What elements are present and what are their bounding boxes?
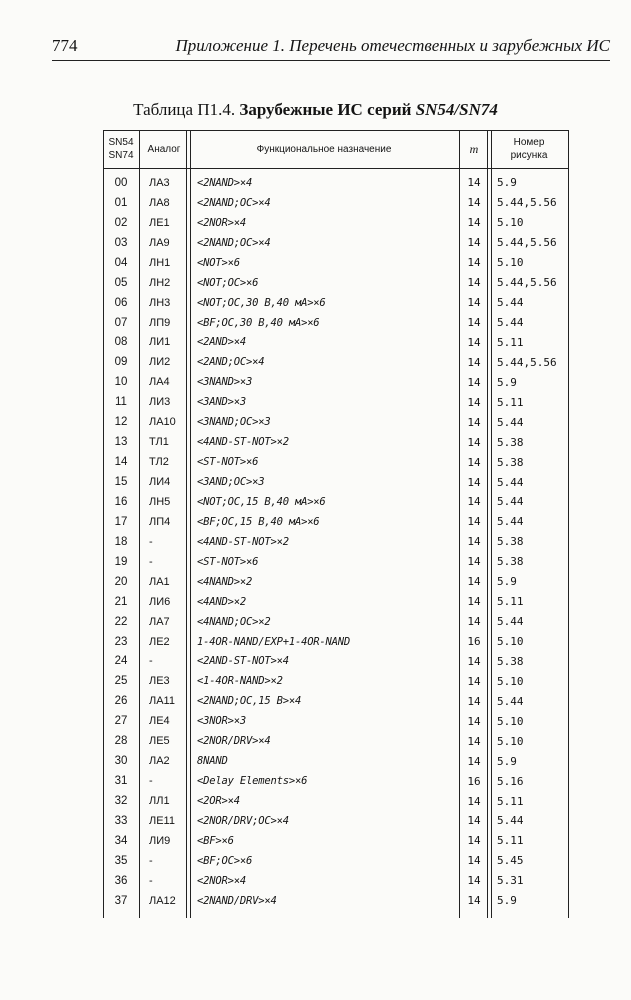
cell-m: 14 — [467, 355, 481, 369]
table-row — [103, 333, 569, 353]
cell-m: 14 — [467, 734, 481, 748]
table-caption — [0, 100, 631, 120]
cell-figure: 5.38 — [497, 555, 524, 569]
table-row — [103, 293, 569, 313]
cell-analog: ЛЕ4 — [149, 715, 170, 728]
cell-analog: ЛИ1 — [149, 336, 171, 349]
table-row — [103, 253, 569, 273]
cell-sn: 36 — [114, 874, 128, 887]
cell-m: 14 — [467, 196, 481, 210]
cell-analog: ЛП9 — [149, 316, 171, 329]
cell-analog: - — [149, 775, 153, 788]
table-row — [103, 632, 569, 652]
cell-sn: 30 — [114, 755, 128, 768]
cell-analog: ЛЕ2 — [149, 635, 170, 648]
cell-m: 14 — [467, 754, 481, 768]
cell-sn: 10 — [114, 376, 128, 389]
cell-analog: ЛЛ1 — [149, 795, 170, 808]
cell-figure: 5.38 — [497, 455, 524, 469]
cell-function: <4NAND>×2 — [197, 575, 253, 588]
cell-m: 14 — [467, 654, 481, 668]
table-row — [103, 652, 569, 672]
cell-sn: 22 — [114, 615, 128, 628]
cell-function: <ST-NOT>×6 — [197, 456, 259, 469]
cell-m: 14 — [467, 435, 481, 449]
cell-m: 14 — [467, 854, 481, 868]
cell-figure: 5.44 — [497, 296, 524, 310]
cell-sn: 01 — [114, 196, 128, 209]
cell-function: <BF;OC,15 В,40 мА>×6 — [197, 515, 320, 528]
cell-sn: 37 — [114, 894, 128, 907]
cell-m: 14 — [467, 674, 481, 688]
running-title: Приложение 1. Перечень отечественных и зарубежных ИС — [175, 36, 610, 55]
cell-analog: ЛИ2 — [149, 356, 171, 369]
cell-figure: 5.9 — [497, 894, 517, 908]
cell-figure: 5.11 — [497, 335, 524, 349]
cell-function: <2NAND>×4 — [197, 176, 253, 189]
cell-figure: 5.11 — [497, 794, 524, 808]
table-row — [103, 472, 569, 492]
table-row — [103, 532, 569, 552]
cell-m: 14 — [467, 236, 481, 250]
cell-figure: 5.38 — [497, 535, 524, 549]
table-row — [103, 412, 569, 432]
table-row — [103, 871, 569, 891]
table-row — [103, 691, 569, 711]
cell-analog: - — [149, 535, 153, 548]
header-m: m — [459, 130, 489, 169]
table-row — [103, 213, 569, 233]
cell-analog: ЛИ3 — [149, 396, 171, 409]
cell-function: <2NOR>×4 — [197, 216, 246, 229]
cell-analog: ЛИ6 — [149, 595, 171, 608]
cell-m: 14 — [467, 694, 481, 708]
table-header-row — [103, 130, 569, 169]
cell-figure: 5.44 — [497, 694, 524, 708]
cell-sn: 14 — [114, 456, 128, 469]
table-row — [103, 352, 569, 372]
cell-sn: 12 — [114, 416, 128, 429]
cell-analog: ЛА11 — [149, 695, 175, 708]
cell-function: <3AND;OC>×3 — [197, 476, 265, 489]
cell-m: 14 — [467, 714, 481, 728]
cell-function: <Delay Elements>×6 — [197, 775, 308, 788]
cell-figure: 5.45 — [497, 854, 524, 868]
cell-m: 14 — [467, 535, 481, 549]
caption-title: Зарубежные ИС серий — [239, 100, 412, 119]
cell-analog: - — [149, 854, 153, 867]
cell-figure: 5.44,5.56 — [497, 196, 557, 210]
cell-sn: 05 — [114, 276, 128, 289]
cell-function: <4NAND;OC>×2 — [197, 615, 271, 628]
cell-sn: 15 — [114, 476, 128, 489]
table-row — [103, 791, 569, 811]
header-rule — [52, 60, 610, 61]
cell-sn: 00 — [114, 176, 128, 189]
cell-sn: 06 — [114, 296, 128, 309]
cell-analog: ЛА4 — [149, 376, 170, 389]
caption-series: SN54/SN74 — [415, 100, 498, 119]
cell-function: <BF>×6 — [197, 834, 234, 847]
table-row — [103, 273, 569, 293]
cell-sn: 33 — [114, 814, 128, 827]
table-row — [103, 452, 569, 472]
cell-figure: 5.44 — [497, 475, 524, 489]
header-figure-line1: Номер — [513, 137, 545, 148]
cell-sn: 34 — [114, 834, 128, 847]
cell-function: <4AND-ST-NOT>×2 — [197, 436, 289, 449]
cell-figure: 5.44 — [497, 415, 524, 429]
cell-function: <2NAND;OC>×4 — [197, 236, 271, 249]
cell-analog: ЛА7 — [149, 615, 170, 628]
cell-analog: ЛА8 — [149, 196, 170, 209]
cell-figure: 5.9 — [497, 375, 517, 389]
table-row — [103, 233, 569, 253]
cell-function: <2AND-ST-NOT>×4 — [197, 655, 289, 668]
cell-figure: 5.44 — [497, 495, 524, 509]
cell-figure: 5.10 — [497, 674, 524, 688]
cell-m: 14 — [467, 296, 481, 310]
header-function: Функциональное назначение — [189, 130, 459, 169]
cell-function: <2NAND;OC>×4 — [197, 196, 271, 209]
table-row — [103, 193, 569, 213]
cell-sn: 25 — [114, 675, 128, 688]
cell-sn: 17 — [114, 515, 128, 528]
cell-sn: 07 — [114, 316, 128, 329]
table-body — [103, 169, 569, 911]
ic-table — [103, 130, 569, 911]
cell-analog: ЛА1 — [149, 575, 170, 588]
cell-figure: 5.11 — [497, 834, 524, 848]
page-number: 774 — [52, 36, 78, 55]
table-row — [103, 831, 569, 851]
table-row — [103, 771, 569, 791]
cell-m: 14 — [467, 555, 481, 569]
header-figure — [489, 130, 569, 169]
table-row — [103, 492, 569, 512]
cell-analog: ЛП4 — [149, 515, 171, 528]
header-figure-line2: рисунка — [510, 150, 548, 161]
cell-sn: 19 — [114, 555, 128, 568]
cell-m: 16 — [467, 635, 481, 649]
cell-sn: 04 — [114, 256, 128, 269]
table-row — [103, 432, 569, 452]
cell-sn: 31 — [114, 775, 128, 788]
cell-function: <3AND>×3 — [197, 396, 246, 409]
cell-m: 14 — [467, 475, 481, 489]
cell-function: <NOT;OC,30 В,40 мА>×6 — [197, 296, 326, 309]
cell-function: 1-4OR-NAND/EXP+1-4OR-NAND — [197, 635, 351, 648]
table-row — [103, 169, 569, 193]
table-row — [103, 731, 569, 751]
table-row — [103, 572, 569, 592]
cell-analog: - — [149, 655, 153, 668]
cell-figure: 5.44 — [497, 316, 524, 330]
cell-function: <BF;OC,30 В,40 мА>×6 — [197, 316, 320, 329]
table-row — [103, 851, 569, 871]
cell-figure: 5.16 — [497, 774, 524, 788]
cell-m: 14 — [467, 575, 481, 589]
cell-analog: ТЛ1 — [149, 436, 169, 449]
cell-m: 14 — [467, 276, 481, 290]
cell-m: 14 — [467, 455, 481, 469]
cell-m: 14 — [467, 216, 481, 230]
table-row — [103, 711, 569, 731]
cell-analog: ЛА3 — [149, 176, 170, 189]
cell-m: 14 — [467, 894, 481, 908]
cell-figure: 5.38 — [497, 435, 524, 449]
cell-m: 14 — [467, 176, 481, 190]
cell-figure: 5.10 — [497, 714, 524, 728]
table-row — [103, 512, 569, 532]
cell-sn: 09 — [114, 356, 128, 369]
cell-figure: 5.11 — [497, 395, 524, 409]
cell-function: <2NOR/DRV;OC>×4 — [197, 814, 289, 827]
cell-function: <BF;OC>×6 — [197, 854, 253, 867]
cell-m: 14 — [467, 495, 481, 509]
header-sn-line2: SN74 — [108, 150, 134, 161]
cell-figure: 5.10 — [497, 256, 524, 270]
cell-m: 14 — [467, 515, 481, 529]
cell-sn: 13 — [114, 436, 128, 449]
cell-function: <2NOR/DRV>×4 — [197, 735, 271, 748]
cell-sn: 02 — [114, 216, 128, 229]
cell-sn: 18 — [114, 535, 128, 548]
cell-analog: ЛН3 — [149, 296, 171, 309]
cell-figure: 5.9 — [497, 575, 517, 589]
cell-m: 14 — [467, 794, 481, 808]
cell-analog: ЛИ4 — [149, 476, 171, 489]
cell-function: <ST-NOT>×6 — [197, 555, 259, 568]
cell-analog: ЛА10 — [149, 416, 176, 429]
cell-function: <4AND-ST-NOT>×2 — [197, 535, 289, 548]
cell-sn: 11 — [115, 396, 127, 409]
cell-m: 14 — [467, 874, 481, 888]
cell-m: 16 — [467, 774, 481, 788]
cell-m: 14 — [467, 415, 481, 429]
cell-figure: 5.44,5.56 — [497, 236, 557, 250]
table-row — [103, 372, 569, 392]
cell-sn: 16 — [114, 495, 128, 508]
table-row — [103, 592, 569, 612]
cell-analog: ЛА2 — [149, 755, 170, 768]
cell-function: <3NAND;OC>×3 — [197, 416, 271, 429]
cell-sn: 28 — [114, 735, 128, 748]
cell-sn: 21 — [114, 595, 128, 608]
cell-function: <2AND;OC>×4 — [197, 356, 265, 369]
cell-figure: 5.44 — [497, 814, 524, 828]
cell-analog: ЛЕ3 — [149, 675, 170, 688]
cell-sn: 20 — [114, 575, 128, 588]
cell-function: 8NAND — [197, 755, 228, 768]
cell-m: 14 — [467, 375, 481, 389]
cell-analog: ЛН1 — [149, 256, 171, 269]
cell-analog: ТЛ2 — [149, 456, 169, 469]
cell-function: <2OR>×4 — [197, 795, 240, 808]
cell-function: <2NAND/DRV>×4 — [197, 894, 277, 907]
table-row — [103, 552, 569, 572]
cell-m: 14 — [467, 335, 481, 349]
cell-m: 14 — [467, 256, 481, 270]
cell-sn: 23 — [114, 635, 128, 648]
cell-figure: 5.11 — [497, 595, 524, 609]
cell-analog: ЛЕ1 — [149, 216, 170, 229]
header-sn — [103, 130, 139, 169]
cell-m: 14 — [467, 615, 481, 629]
cell-analog: ЛЕ5 — [149, 735, 170, 748]
cell-m: 14 — [467, 814, 481, 828]
cell-function: <NOT>×6 — [197, 256, 240, 269]
cell-analog: - — [149, 874, 153, 887]
cell-function: <1-4OR-NAND>×2 — [197, 675, 283, 688]
cell-figure: 5.44 — [497, 615, 524, 629]
cell-figure: 5.44,5.56 — [497, 355, 557, 369]
cell-m: 14 — [467, 595, 481, 609]
cell-function: <4AND>×2 — [197, 595, 246, 608]
header-analog: Аналог — [139, 130, 189, 169]
cell-figure: 5.31 — [497, 874, 524, 888]
cell-sn: 27 — [114, 715, 128, 728]
cell-function: <3NAND>×3 — [197, 376, 253, 389]
table-row — [103, 612, 569, 632]
cell-sn: 03 — [114, 236, 128, 249]
cell-analog: ЛА12 — [149, 894, 176, 907]
cell-function: <3NOR>×3 — [197, 715, 246, 728]
cell-sn: 26 — [114, 695, 128, 708]
cell-figure: 5.10 — [497, 216, 524, 230]
header-sn-line1: SN54 — [108, 137, 134, 148]
cell-sn: 08 — [114, 336, 128, 349]
cell-analog: ЛН2 — [149, 276, 171, 289]
cell-analog: ЛИ9 — [149, 834, 171, 847]
cell-m: 14 — [467, 834, 481, 848]
cell-analog: ЛА9 — [149, 236, 170, 249]
table-row — [103, 811, 569, 831]
table-row — [103, 751, 569, 771]
cell-figure: 5.38 — [497, 654, 524, 668]
cell-m: 14 — [467, 395, 481, 409]
cell-m: 14 — [467, 316, 481, 330]
cell-analog: ЛН5 — [149, 495, 171, 508]
cell-function: <NOT;OC>×6 — [197, 276, 259, 289]
cell-figure: 5.44 — [497, 515, 524, 529]
cell-sn: 24 — [114, 655, 128, 668]
table-row — [103, 313, 569, 333]
cell-figure: 5.9 — [497, 754, 517, 768]
table-row — [103, 671, 569, 691]
caption-prefix: Таблица П1.4. — [133, 100, 236, 119]
cell-figure: 5.10 — [497, 734, 524, 748]
cell-function: <2AND>×4 — [197, 336, 246, 349]
cell-figure: 5.9 — [497, 176, 517, 190]
cell-sn: 35 — [114, 854, 128, 867]
cell-analog: ЛЕ11 — [149, 814, 175, 827]
cell-function: <NOT;OC,15 В,40 мА>×6 — [197, 495, 326, 508]
cell-figure: 5.10 — [497, 635, 524, 649]
cell-function: <2NAND;OC,15 В>×4 — [197, 695, 302, 708]
cell-function: <2NOR>×4 — [197, 874, 246, 887]
cell-sn: 32 — [114, 795, 128, 808]
cell-figure: 5.44,5.56 — [497, 276, 557, 290]
table-row — [103, 891, 569, 911]
cell-analog: - — [149, 555, 153, 568]
table-row — [103, 392, 569, 412]
